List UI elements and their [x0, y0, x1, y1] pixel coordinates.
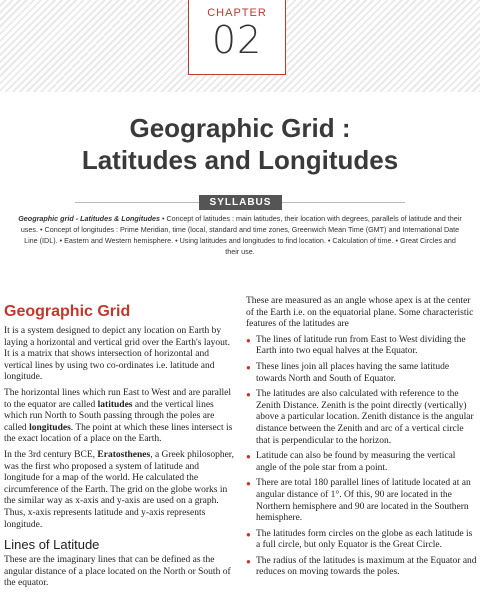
term-eratosthenes: Eratosthenes	[97, 449, 151, 460]
right-column	[246, 296, 478, 583]
bullet-item	[246, 478, 478, 524]
bullet-icon: ●	[246, 479, 251, 489]
section-heading-geographic-grid: Geographic Grid	[4, 303, 131, 320]
bullet-icon: ●	[246, 362, 251, 372]
bullet-item	[246, 362, 478, 385]
paragraph-1: It is a system designed to depict any location on Earth by laying a horizontal and vertical grid over the Earth's layout. It is a matrix that shows intersection of horizontal and vertical lines by using two co-ordinates i.e. latitude and longitude.	[4, 326, 230, 383]
p2-text-c: and the vertical lines which run North to South passing through the poles are called	[4, 399, 215, 433]
bullet-item	[246, 335, 478, 358]
p3-text-a: In the 3rd century BCE,	[4, 449, 98, 460]
syllabus-badge: SYLLABUS	[199, 195, 282, 210]
term-longitudes: longitudes	[29, 422, 71, 433]
page-title	[0, 112, 480, 176]
syllabus-body: • Concept of latitudes : main latitudes, their location with degrees, parallels of latitude and their uses. • Concept of longitudes : Prime Meridian, time (local, standard and time zones, Greenwich Mean Time (GMT) and International Date Line (IDL). • Eastern and Western hemisphere. • Using latitudes and longitudes to find location. • Calculation of time. • Great Circles and their use.	[20, 214, 462, 256]
bullet-item	[246, 556, 478, 579]
bullet-item	[246, 389, 478, 447]
bullet-text: There are total 180 parallel lines of latitude located at an angular distance of 1°. Of this, 90 are located in the Northern hemisphere and 90 are located in the Southern hemisphere.	[256, 478, 471, 524]
title-line-2: Latitudes and Longitudes	[81, 145, 399, 175]
p3-text-c: , a Greek philosopher, was the first who proposed a system of latitude and longitude for a map of the world. He calculated the circumference of the Earth. The grid on the globe works in the similar way as x-axis and y-axis are used on a graph. Thus, x-axis represents latitude and y-axis represents longitude.	[4, 449, 234, 530]
paragraph-3	[4, 450, 236, 531]
bullet-text: The lines of latitude run from East to West dividing the Earth into two equal halves at the Equator.	[256, 334, 466, 357]
bullet-text: These lines join all places having the same latitude towards North and South of Equator.	[256, 361, 450, 384]
chapter-label: CHAPTER	[207, 7, 267, 19]
subheading-lines-of-latitude: Lines of Latitude	[4, 537, 100, 553]
bullet-icon: ●	[246, 390, 251, 400]
p2-text-a: The horizontal lines which run East to West and are parallel to the equator are called	[4, 387, 231, 410]
bullet-icon: ●	[246, 335, 251, 345]
bullet-item	[246, 451, 478, 474]
syllabus-lead: Geographic grid - Latitudes & Longitudes	[18, 214, 160, 223]
paragraph-4: These are the imaginary lines that can be defined as the angular distance of a place located on the North or South of the equator.	[4, 555, 231, 589]
syllabus-text	[18, 213, 462, 257]
bullet-item	[246, 529, 478, 552]
bullet-text: The radius of the latitudes is maximum at the Equator and reduces on moving towards the poles.	[256, 555, 477, 578]
bullet-text: Latitude can also be found by measuring the vertical angle of the pole star from a point.	[256, 451, 456, 473]
chapter-badge	[188, 0, 286, 75]
left-column	[4, 297, 236, 594]
term-latitudes: latitudes	[97, 399, 133, 410]
p2-text-e: . The point at which these lines intersect is the exact location of a place on the Earth.	[4, 422, 233, 445]
bullet-icon: ●	[246, 452, 251, 462]
paragraph-2	[4, 388, 236, 446]
bullet-icon: ●	[246, 529, 251, 539]
bullet-icon: ●	[246, 556, 251, 566]
bullet-text: The latitudes form circles on the globe as each latitude is a full circle, but only Equator is the Great Circle.	[256, 528, 473, 551]
title-line-1: Geographic Grid :	[129, 113, 351, 143]
chapter-number: 02	[211, 18, 263, 62]
bullet-text: The latitudes are also calculated with reference to the Zenith Distance. Zenith is the point directly (vertically) above a particular location. Zenith distance is the angular distance between the Zenith and arc of a vertical circle that is perpendicular to the horizon.	[256, 389, 474, 446]
right-intro: These are measured as an angle whose apex is at the center of the Earth i.e. on the equatorial plane. Some characteristic features of the latitudes are	[246, 296, 474, 330]
